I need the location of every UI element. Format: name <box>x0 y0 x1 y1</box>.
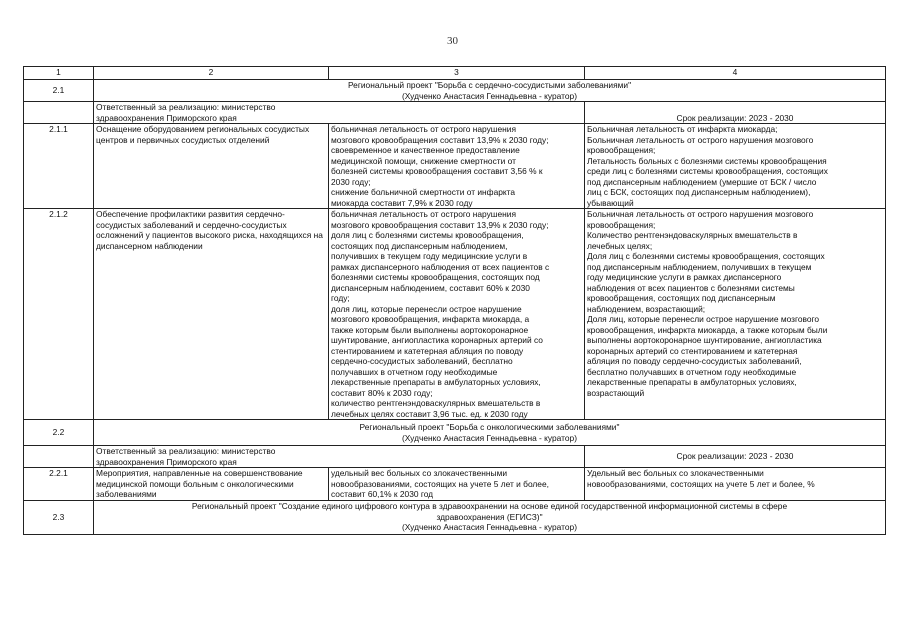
project-curator: (Худченко Анастасия Геннадьевна - куратор) <box>401 522 577 533</box>
project-title: Региональный проект "Создание единого цифрового контура в здравоохранении на основе единой государственной информационной системы в сфере <box>191 501 788 512</box>
effect-line: лечебных целях составит 3,96 тыс. ед. к 2030 году <box>331 408 528 419</box>
measures-table <box>23 66 886 535</box>
responsible-row-2-2 <box>24 446 886 468</box>
header-col-1: 1 <box>24 67 94 80</box>
effect-line: диспансерным наблюдением, составит 60% к 2030 <box>331 282 530 293</box>
effects-cell <box>329 209 585 420</box>
effect-line: миокарда составит 7,9% к 2030 году <box>331 197 473 208</box>
task-cell <box>94 124 329 209</box>
period-text: Срок реализации: 2023 - 2030 <box>676 451 794 462</box>
measure-row-2-2-1 <box>24 468 886 501</box>
effect-line: шунтирование, ангиопластика коронарных артерий со <box>331 335 543 345</box>
effect-line: удельный вес больных со злокачественными <box>331 468 508 478</box>
responsible-cell <box>94 446 585 468</box>
period-cell <box>585 102 886 124</box>
effect-line: больничная летальность от острого нарушения <box>331 124 516 134</box>
effect-line: рамках диспансерного наблюдения от всех пациентов с <box>331 261 550 272</box>
project-title-cell <box>94 420 886 446</box>
header-col-2: 2 <box>94 67 329 80</box>
effect-line: больничная летальность от острого нарушения <box>331 209 516 219</box>
indicator-line: возрастающий <box>587 387 645 398</box>
indicator-line: Количество рентгенэндоваскулярных вмешательств в <box>587 230 798 240</box>
indicator-line: Больничная летальность от острого нарушения мозгового <box>587 134 814 145</box>
indicator-line: убывающий <box>587 197 634 208</box>
indicators-cell <box>585 209 886 420</box>
effect-line: мозгового кровообращения, инфаркта миокарда, а <box>331 314 530 324</box>
indicator-line: наблюдением, возрастающий; <box>587 303 706 314</box>
indicator-line: кровообращения, инфаркта миокарда, а также которым были <box>587 324 828 335</box>
responsible-text: Ответственный за реализацию: министерство здравоохранения Приморского края <box>96 102 276 123</box>
project-row-2-2 <box>24 420 886 446</box>
effect-line: получивших в текущем году медицинские услуги в <box>331 251 528 261</box>
indicator-line: году медицинские услуги в рамках диспансерного <box>587 272 782 282</box>
project-row-2-3 <box>24 500 886 534</box>
responsible-text: Ответственный за реализацию: министерство здравоохранения Приморского края <box>96 446 276 467</box>
indicator-line: новообразованиями, состоящих на учете 5 лет и более, % <box>587 478 815 489</box>
effect-line: своевременное и качественное предоставление <box>331 145 520 155</box>
empty-cell <box>24 102 94 124</box>
indicator-line: абляция по поводу сердечно-сосудистых заболеваний, <box>587 356 802 366</box>
effect-line: снижение больничной смертности от инфаркта <box>331 187 516 197</box>
effect-line: сердечно-сосудистых заболеваний, бесплатно <box>331 356 513 366</box>
indicator-line: среди лиц с болезнями системы кровообращения, состоящих <box>587 166 828 176</box>
indicator-line: под диспансерным наблюдением (умершие от БСК / число <box>587 176 817 187</box>
effect-line: новообразованиями, состоящих на учете 5 лет и более, <box>331 478 549 489</box>
effect-line: медицинской помощи, снижение смертности от <box>331 155 516 166</box>
indicator-line: выполнены аортокоронарное шунтирование, ангиопластика <box>587 335 822 345</box>
responsible-cell <box>94 102 585 124</box>
row-number: 2.1 <box>24 80 94 102</box>
indicator-line: кровообращения; <box>587 219 656 230</box>
effect-line: лекарственные препараты в амбулаторных условиях, <box>331 377 541 387</box>
effect-line: стентированием и катетерная абляция по поводу <box>331 345 524 356</box>
effect-line: болезнями системы кровообращения, состоящих под <box>331 272 540 282</box>
indicator-line: наблюдения от всех пациентов с болезнями системы <box>587 282 795 293</box>
task-text: Мероприятия, направленные на совершенствование медицинской помощи больным с онкологическими заболеваниями <box>96 468 303 499</box>
effect-line: году; <box>331 293 350 303</box>
task-cell <box>94 209 329 420</box>
project-title-cell <box>94 500 886 534</box>
project-title-continued: здравоохранения (ЕГИСЗ)" <box>436 511 543 522</box>
indicator-line: под диспансерным наблюдением, получивших в текущем <box>587 261 812 272</box>
indicator-line: кровообращения; <box>587 145 656 155</box>
effect-line: также которым были выполнены аортокоронарное <box>331 324 529 335</box>
effect-line: получавших в отчетном году необходимые <box>331 366 498 377</box>
project-title-cell <box>94 80 886 102</box>
project-title: Региональный проект "Борьба с сердечно-сосудистыми заболеваниями" <box>347 80 632 90</box>
header-col-4: 4 <box>585 67 886 80</box>
effects-cell <box>329 468 585 501</box>
project-title: Региональный проект "Борьба с онкологическими заболеваниями" <box>359 422 620 432</box>
indicator-line: коронарных артерий со стентированием и катетерная <box>587 345 798 356</box>
indicator-line: Больничная летальность от острого нарушения мозгового <box>587 209 814 219</box>
task-text: Обеспечение профилактики развития сердечно-сосудистых заболеваний и сердечно-сосудистых осложнений у пациентов высокого риска, находящихся на диспансерном наблюдении <box>96 209 323 251</box>
empty-cell <box>24 446 94 468</box>
effect-line: 2030 году; <box>331 176 371 187</box>
indicators-cell <box>585 124 886 209</box>
effect-line: составит 60,1% к 2030 год <box>331 489 434 499</box>
page-number: 30 <box>447 35 458 47</box>
indicator-line: Больничная летальность от инфаркта миокарда; <box>587 124 778 134</box>
measure-row-2-1-1 <box>24 124 886 209</box>
row-number: 2.2.1 <box>24 468 94 501</box>
effect-line: составит 80% к 2030 году; <box>331 387 433 398</box>
header-row <box>24 67 886 80</box>
project-curator: (Худченко Анастасия Геннадьевна - куратор) <box>401 90 577 101</box>
indicator-line: лиц с БСК, состоящих под диспансерным наблюдением), <box>587 187 811 197</box>
period-text: Срок реализации: 2023 - 2030 <box>676 112 794 123</box>
effect-line: мозгового кровообращения составит 13,9% к 2030 году; <box>331 134 549 145</box>
indicator-line: бесплатно получавших в отчетном году необходимые <box>587 366 797 377</box>
responsible-row-2-1 <box>24 102 886 124</box>
indicators-cell <box>585 468 886 501</box>
header-col-3: 3 <box>329 67 585 80</box>
task-text: Оснащение оборудованием региональных сосудистых центров и первичных сосудистых отделений <box>96 124 310 145</box>
effects-cell <box>329 124 585 209</box>
project-curator: (Худченко Анастасия Геннадьевна - куратор) <box>401 432 577 443</box>
indicator-line: лечебных целях; <box>587 240 653 251</box>
effect-line: количество рентгенэндоваскулярных вмешательств в <box>331 398 541 408</box>
period-cell <box>585 446 886 468</box>
indicator-line: Удельный вес больных со злокачественными <box>587 468 764 478</box>
effect-line: мозгового кровообращения составит 13,9% к 2030 году; <box>331 219 549 230</box>
indicator-line: кровообращения, состоящих под диспансерным <box>587 293 776 303</box>
indicator-line: лекарственные препараты в амбулаторных условиях, <box>587 377 797 387</box>
effect-line: доля лиц, которые перенесли острое нарушение <box>331 303 522 314</box>
row-number: 2.3 <box>24 500 94 534</box>
row-number: 2.1.2 <box>24 209 94 420</box>
indicator-line: Летальность больных с болезнями системы кровообращения <box>587 155 827 166</box>
indicator-line: Доля лиц, которые перенесли острое нарушение мозгового <box>587 314 820 324</box>
measure-row-2-1-2 <box>24 209 886 420</box>
effect-line: состоящих под диспансерным наблюдением, <box>331 240 508 251</box>
row-number: 2.1.1 <box>24 124 94 209</box>
project-row-2-1 <box>24 80 886 102</box>
task-cell <box>94 468 329 501</box>
indicator-line: Доля лиц с болезнями системы кровообращения, состоящих <box>587 251 825 261</box>
row-number: 2.2 <box>24 420 94 446</box>
effect-line: болезней системы кровообращения составит 3,56 % к <box>331 166 543 176</box>
effect-line: доля лиц с болезнями системы кровообращения, <box>331 230 524 240</box>
